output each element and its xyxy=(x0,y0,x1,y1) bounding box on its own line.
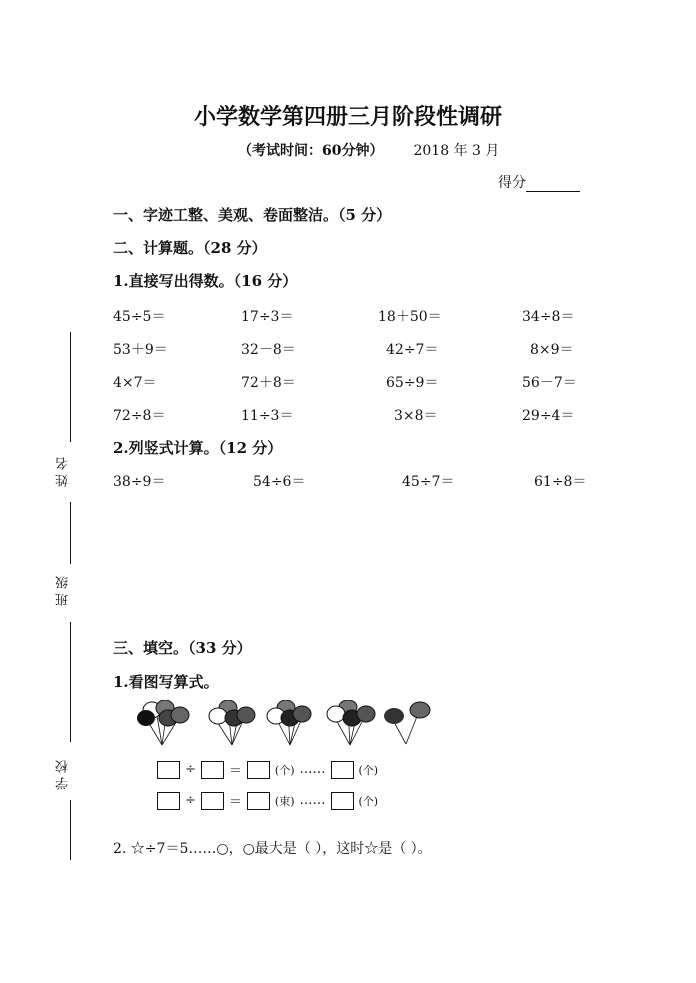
calc-item: 42÷7＝ xyxy=(386,342,439,358)
answer-box[interactable] xyxy=(331,761,354,779)
calc-item: 72＋8＝ xyxy=(241,375,296,391)
answer-box[interactable] xyxy=(247,792,270,810)
class-label: 班级 xyxy=(56,572,71,606)
answer-box[interactable] xyxy=(201,761,224,779)
equals-symbol: ＝ xyxy=(228,764,242,779)
vertical-calc-item: 45÷7＝ xyxy=(402,474,455,490)
remainder-dots: …… xyxy=(299,762,326,777)
equation-row-1 xyxy=(157,760,378,779)
answer-box[interactable] xyxy=(157,761,180,779)
exam-time: （考试时间：60分钟） xyxy=(238,143,384,159)
school-label: 学校 xyxy=(56,756,71,790)
score-blank[interactable] xyxy=(526,177,580,192)
answer-box[interactable] xyxy=(247,761,270,779)
balloon-bunch-icon xyxy=(267,700,311,745)
divide-symbol: ÷ xyxy=(185,793,196,808)
divide-symbol: ÷ xyxy=(185,762,196,777)
binding-line xyxy=(70,622,71,742)
unit-label: (束) xyxy=(274,794,295,808)
section-2-2-heading: 2.列竖式计算。（12 分） xyxy=(113,439,283,457)
vertical-calc-item: 38÷9＝ xyxy=(113,474,166,490)
equals-symbol: ＝ xyxy=(228,795,242,810)
vertical-calc-item: 54÷6＝ xyxy=(253,474,306,490)
balloon-bunch-icon xyxy=(209,700,255,745)
calc-item: 3×8＝ xyxy=(394,408,438,424)
calc-item: 56－7＝ xyxy=(522,375,577,391)
section-3-1-heading: 1.看图写算式。 xyxy=(113,673,219,691)
calc-item: 17÷3＝ xyxy=(241,309,294,325)
section-2-1-heading: 1.直接写出得数。（16 分） xyxy=(113,272,298,290)
name-label: 姓名 xyxy=(56,453,71,487)
calc-item: 18＋50＝ xyxy=(378,309,442,325)
vertical-calc-item: 61÷8＝ xyxy=(534,474,587,490)
calc-item: 29÷4＝ xyxy=(522,408,575,424)
unit-label: (个) xyxy=(358,794,379,808)
balloon-bunch-icon xyxy=(137,700,189,745)
exam-info xyxy=(238,140,499,160)
score-label: 得分 xyxy=(498,175,526,191)
calc-item: 34÷8＝ xyxy=(522,309,575,325)
equation-row-2 xyxy=(157,791,378,810)
balloons-illustration xyxy=(132,700,437,750)
calc-item: 53＋9＝ xyxy=(113,342,168,358)
score-field xyxy=(498,172,580,192)
calc-item: 11÷3＝ xyxy=(241,408,294,424)
binding-line xyxy=(70,332,71,442)
answer-box[interactable] xyxy=(157,792,180,810)
page-title: 小学数学第四册三月阶段性调研 xyxy=(193,104,502,130)
calc-item: 72÷8＝ xyxy=(113,408,166,424)
balloon-bunch-icon xyxy=(327,700,375,745)
calc-item: 4×7＝ xyxy=(113,375,157,391)
answer-box[interactable] xyxy=(331,792,354,810)
section-3-heading: 三、填空。（33 分） xyxy=(113,639,252,657)
answer-box[interactable] xyxy=(201,792,224,810)
section-1-heading: 一、字迹工整、美观、卷面整洁。（5 分） xyxy=(113,206,392,224)
unit-label: (个) xyxy=(274,763,295,777)
calc-item: 8×9＝ xyxy=(530,342,574,358)
unit-label: (个) xyxy=(358,763,379,777)
binding-line xyxy=(70,800,71,860)
question-2: 2. ☆÷7＝5……○，○最大是（ ），这时☆是（ ）。 xyxy=(113,841,432,857)
calc-item: 65÷9＝ xyxy=(386,375,439,391)
calc-item: 45÷5＝ xyxy=(113,309,166,325)
calc-item: 32－8＝ xyxy=(241,342,296,358)
balloon-pair-icon xyxy=(384,702,430,744)
remainder-dots: …… xyxy=(299,793,326,808)
binding-line xyxy=(70,502,71,564)
section-2-heading: 二、计算题。（28 分） xyxy=(113,239,267,257)
exam-date: 2018 年 3 月 xyxy=(413,143,500,159)
